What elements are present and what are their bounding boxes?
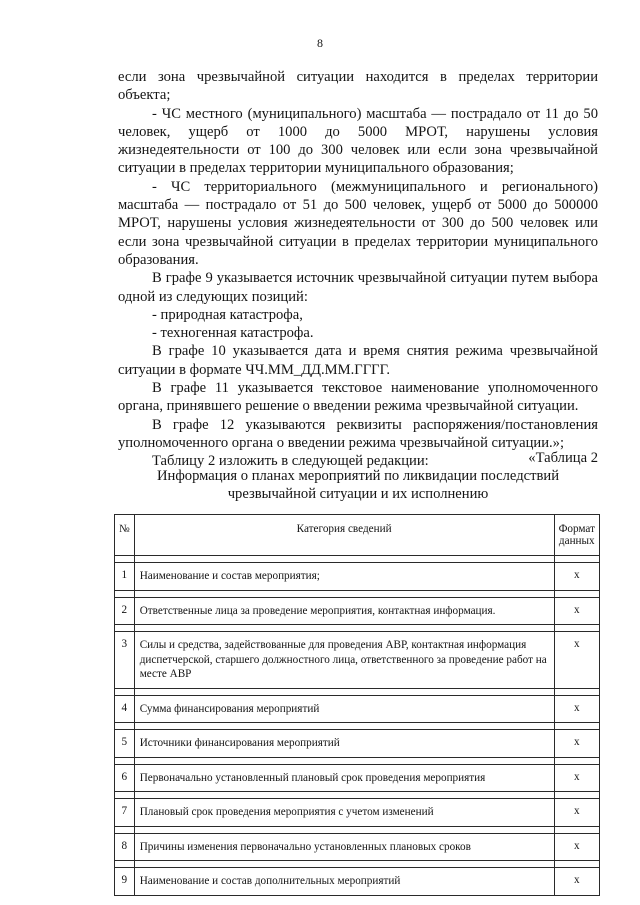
row-category: Силы и средства, задействованные для проведения АВР, контактная информация диспетчерской, старшего должностного лица, ответственного за проведение работ на месте АВР [134, 632, 554, 689]
table-spacer-row [115, 590, 600, 597]
table-row [115, 764, 600, 792]
table-caption: Информация о планах мероприятий по ликвидации последствий чрезвычайной ситуации и их исполнению [156, 468, 560, 503]
row-number: 4 [115, 695, 135, 723]
table-spacer-row [115, 556, 600, 563]
paragraph: В графе 12 указываются реквизиты распоряжения/постановления уполномоченного органа о введении режима чрезвычайной ситуации.»; [118, 416, 598, 451]
paragraph: - ЧС местного (муниципального) масштаба — пострадало от 11 до 50 человек, ущерб от 1000 до 5000 МРОТ, нарушены условия жизнедеятельности от 100 до 300 человек или если зона чрезвычайной ситуации в пределах территории муниципального образования; [118, 105, 598, 177]
table-row [115, 632, 600, 689]
table-row [115, 833, 600, 861]
paragraph: В графе 9 указывается источник чрезвычайной ситуации путем выбора одной из следующих позиций: [118, 270, 598, 305]
table-header-row [115, 515, 600, 556]
row-number: 3 [115, 632, 135, 689]
row-number: 9 [115, 868, 135, 896]
row-format: х [554, 695, 599, 723]
row-format: х [554, 833, 599, 861]
table-row [115, 695, 600, 723]
table-label: «Таблица 2 [528, 450, 598, 466]
header-number: № [115, 515, 135, 556]
table-row [115, 563, 600, 591]
table-spacer-row [115, 861, 600, 868]
row-number: 8 [115, 833, 135, 861]
row-format: х [554, 764, 599, 792]
row-format: х [554, 730, 599, 758]
table-row [115, 868, 600, 896]
row-number: 5 [115, 730, 135, 758]
paragraph: В графе 11 указывается текстовое наименование уполномоченного органа, принявшего решение о введении режима чрезвычайной ситуации. [118, 380, 598, 415]
paragraph: - ЧС территориального (межмуниципального и регионального) масштаба — пострадало от 51 до 500 человек, ущерб от 5000 до 500000 МРОТ, нарушены условия жизнедеятельности от 300 до 500 человек или если зона чрезвычайной ситуации в пределах территории муниципального образования. [118, 178, 598, 268]
paragraph: если зона чрезвычайной ситуации находится в пределах территории объекта; [118, 69, 598, 104]
row-category: Наименование и состав дополнительных мероприятий [134, 868, 554, 896]
table-row [115, 597, 600, 625]
list-item: - техногенная катастрофа. [152, 325, 314, 342]
row-number: 2 [115, 597, 135, 625]
header-category: Категория сведений [134, 515, 554, 556]
paragraph: Таблицу 2 изложить в следующей редакции: [152, 453, 429, 470]
row-number: 7 [115, 799, 135, 827]
document-body [118, 68, 598, 471]
row-number: 1 [115, 563, 135, 591]
table-spacer-row [115, 826, 600, 833]
list-item: - природная катастрофа, [152, 306, 303, 323]
paragraph: В графе 10 указывается дата и время снятия режима чрезвычайной ситуации в формате ЧЧ.ММ_ДД.ММ.ГГГГ. [118, 343, 598, 378]
row-format: х [554, 868, 599, 896]
row-category: Первоначально установленный плановый срок проведения мероприятия [134, 764, 554, 792]
row-category: Сумма финансирования мероприятий [134, 695, 554, 723]
table-spacer-row [115, 792, 600, 799]
table-spacer-row [115, 688, 600, 695]
table-spacer-row [115, 625, 600, 632]
row-category: Ответственные лица за проведение мероприятия, контактная информация. [134, 597, 554, 625]
table-spacer-row [115, 757, 600, 764]
table-spacer-row [115, 723, 600, 730]
row-format: х [554, 632, 599, 689]
row-number: 6 [115, 764, 135, 792]
row-category: Причины изменения первоначально установленных плановых сроков [134, 833, 554, 861]
row-category: Источники финансирования мероприятий [134, 730, 554, 758]
row-format: х [554, 563, 599, 591]
page-number: 8 [317, 36, 323, 50]
info-table [114, 514, 600, 896]
header-format: Формат данных [554, 515, 599, 556]
row-format: х [554, 799, 599, 827]
row-category: Наименование и состав мероприятия; [134, 563, 554, 591]
row-category: Плановый срок проведения мероприятия с учетом изменений [134, 799, 554, 827]
table-row [115, 730, 600, 758]
row-format: х [554, 597, 599, 625]
table-row [115, 799, 600, 827]
